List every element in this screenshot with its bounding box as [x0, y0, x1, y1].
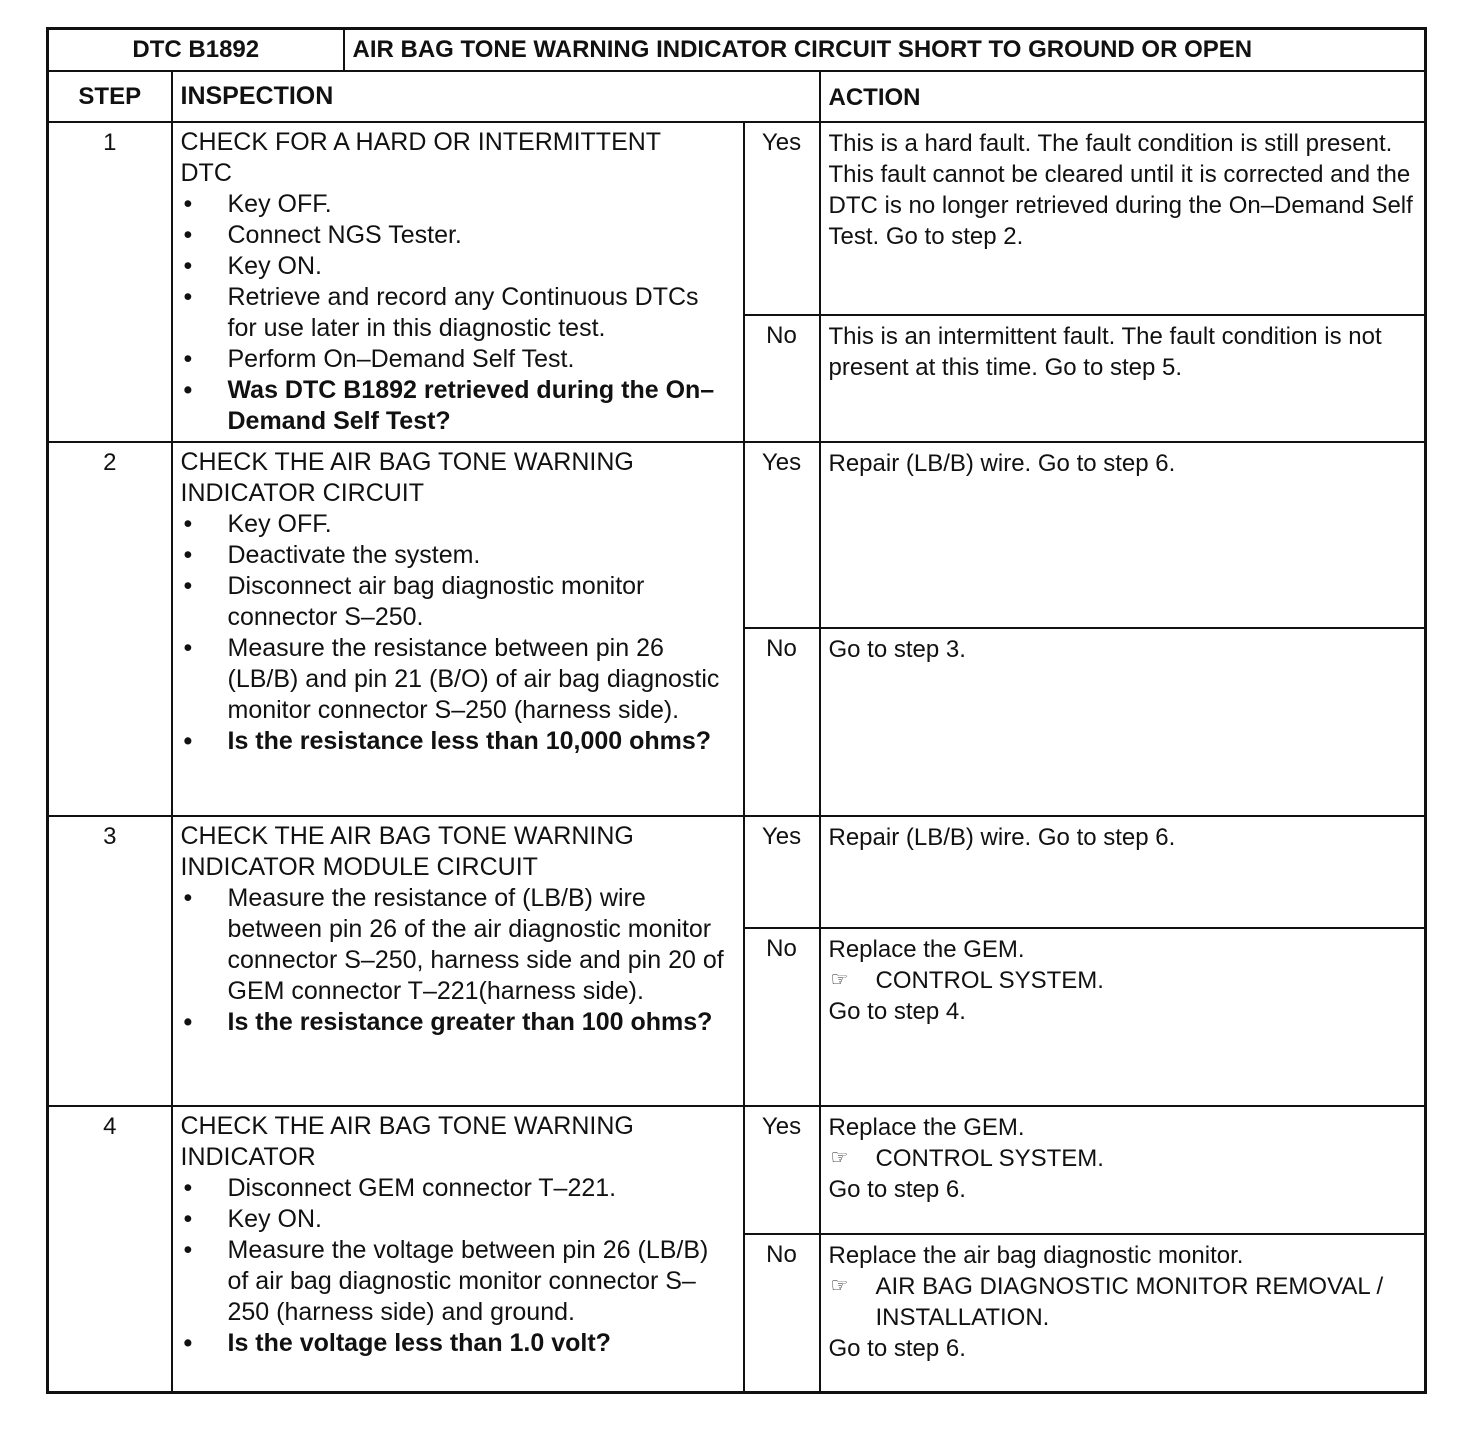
question-text: Is the resistance greater than 100 ohms?	[227, 1008, 713, 1036]
list-item-text: Key OFF.	[227, 190, 332, 218]
bullet-icon: •	[183, 1008, 193, 1036]
bullet-icon: •	[183, 376, 193, 404]
no-action	[820, 928, 1426, 1106]
bullet-icon: •	[183, 1174, 193, 1202]
inspection-list	[181, 509, 735, 757]
title-row	[48, 29, 1426, 72]
step-row-2-yes	[48, 442, 1426, 628]
reference-line	[829, 965, 1417, 996]
no-action: This is an intermittent fault. The fault condition is not present at this time. Go to step 5.	[820, 315, 1426, 442]
inspection-list	[181, 1173, 735, 1359]
list-item	[181, 344, 735, 375]
step-number: 1	[48, 122, 172, 442]
list-item-text: Deactivate the system.	[227, 541, 481, 569]
list-item-text: Measure the resistance of (LB/B) wire between pin 26 of the air diagnostic monitor connector S–250, harness side and pin 20 of GEM connector T–221(harness side).	[227, 884, 724, 1005]
bullet-icon: •	[183, 221, 193, 249]
inspection-cell	[172, 816, 744, 1106]
action-line: Go to step 4.	[828, 998, 966, 1025]
list-item-text: Key OFF.	[227, 510, 332, 538]
inspection-heading-line: CHECK THE AIR BAG TONE WARNING	[180, 1112, 634, 1140]
reference-line	[829, 1143, 1417, 1174]
action-line: Go to step 6.	[828, 1176, 966, 1203]
bullet-icon: •	[183, 884, 193, 912]
column-header-step: STEP	[48, 71, 172, 122]
column-header-row	[48, 71, 1426, 122]
diagnostic-page	[46, 27, 1424, 1411]
inspection-list	[181, 189, 735, 437]
list-item-text: Disconnect air bag diagnostic monitor connector S–250.	[227, 572, 645, 631]
yes-label: Yes	[744, 122, 820, 315]
bullet-icon: •	[183, 727, 193, 755]
list-item-text: Retrieve and record any Continuous DTCs for use later in this diagnostic test.	[227, 283, 699, 342]
column-header-inspection: INSPECTION	[172, 71, 820, 122]
bullet-icon: •	[183, 1329, 193, 1357]
bullet-icon: •	[183, 510, 193, 538]
step-row-3-yes	[48, 816, 1426, 928]
list-item-text: Measure the resistance between pin 26 (LB/B) and pin 21 (B/O) of air bag diagnostic monitor connector S–250 (harness side).	[227, 634, 720, 724]
step-number: 3	[48, 816, 172, 1106]
list-item	[181, 1235, 735, 1328]
hand-pointer-icon: ☞	[830, 969, 849, 991]
step-row-1-yes	[48, 122, 1426, 315]
inspection-heading-line: CHECK THE AIR BAG TONE WARNING	[180, 448, 634, 476]
action-line: Replace the GEM.	[828, 1114, 1025, 1141]
bullet-icon: •	[183, 1205, 193, 1233]
list-item	[181, 509, 735, 540]
list-item	[181, 1204, 735, 1235]
yes-label: Yes	[744, 816, 820, 928]
list-item	[181, 189, 735, 220]
bullet-icon: •	[183, 345, 193, 373]
inspection-heading-line: DTC	[180, 159, 232, 187]
list-item	[181, 1173, 735, 1204]
inspection-list	[181, 883, 735, 1038]
dtc-code: DTC B1892	[48, 29, 344, 72]
inspection-question	[181, 1328, 735, 1359]
inspection-question	[181, 375, 735, 437]
bullet-icon: •	[183, 634, 193, 662]
inspection-heading-line: CHECK THE AIR BAG TONE WARNING	[180, 822, 634, 850]
bullet-icon: •	[183, 252, 193, 280]
step-number: 4	[48, 1106, 172, 1393]
yes-label: Yes	[744, 1106, 820, 1234]
no-label: No	[744, 1234, 820, 1393]
reference-text: CONTROL SYSTEM.	[875, 1145, 1104, 1172]
no-label: No	[744, 315, 820, 442]
step-row-4-yes	[48, 1106, 1426, 1234]
bullet-icon: •	[183, 1236, 193, 1264]
diagnostic-table	[46, 27, 1427, 1394]
reference-text: CONTROL SYSTEM.	[875, 967, 1104, 994]
no-action: Go to step 3.	[820, 628, 1426, 816]
yes-action: Repair (LB/B) wire. Go to step 6.	[820, 816, 1426, 928]
list-item	[181, 633, 735, 726]
list-item-text: Key ON.	[227, 252, 322, 280]
action-line: Go to step 6.	[828, 1335, 966, 1362]
yes-action: This is a hard fault. The fault condition is still present. This fault cannot be cleared until it is corrected and the DTC is no longer retrieved during the On–Demand Self Test. Go to step 2.	[820, 122, 1426, 315]
list-item	[181, 282, 735, 344]
list-item	[181, 220, 735, 251]
hand-pointer-icon: ☞	[830, 1147, 849, 1169]
inspection-question	[181, 1007, 735, 1038]
bullet-icon: •	[183, 283, 193, 311]
question-text: Is the voltage less than 1.0 volt?	[227, 1329, 611, 1357]
list-item	[181, 571, 735, 633]
no-label: No	[744, 928, 820, 1106]
reference-text: AIR BAG DIAGNOSTIC MONITOR REMOVAL / INSTALLATION.	[875, 1273, 1384, 1331]
inspection-heading-line: INDICATOR CIRCUIT	[180, 479, 425, 507]
reference-line	[829, 1271, 1417, 1333]
yes-action	[820, 1106, 1426, 1234]
inspection-heading-line: INDICATOR MODULE CIRCUIT	[180, 853, 538, 881]
list-item-text: Measure the voltage between pin 26 (LB/B) of air bag diagnostic monitor connector S–250 (harness side) and ground.	[227, 1236, 709, 1326]
list-item-text: Disconnect GEM connector T–221.	[227, 1174, 617, 1202]
question-text: Is the resistance less than 10,000 ohms?	[227, 727, 712, 755]
action-line: Replace the GEM.	[828, 936, 1025, 963]
list-item	[181, 251, 735, 282]
step-number: 2	[48, 442, 172, 816]
hand-pointer-icon: ☞	[830, 1275, 849, 1297]
inspection-cell	[172, 122, 744, 442]
list-item-text: Key ON.	[227, 1205, 322, 1233]
bullet-icon: •	[183, 541, 193, 569]
list-item	[181, 883, 735, 1007]
inspection-heading-line: CHECK FOR A HARD OR INTERMITTENT	[180, 128, 662, 156]
action-line: Replace the air bag diagnostic monitor.	[828, 1242, 1244, 1269]
dtc-title: AIR BAG TONE WARNING INDICATOR CIRCUIT SHORT TO GROUND OR OPEN	[344, 29, 1426, 72]
column-header-action: ACTION	[820, 71, 1426, 122]
no-label: No	[744, 628, 820, 816]
bullet-icon: •	[183, 190, 193, 218]
inspection-heading-line: INDICATOR	[180, 1143, 316, 1171]
inspection-cell	[172, 1106, 744, 1393]
list-item	[181, 540, 735, 571]
yes-label: Yes	[744, 442, 820, 628]
list-item-text: Connect NGS Tester.	[227, 221, 462, 249]
bullet-icon: •	[183, 572, 193, 600]
no-action	[820, 1234, 1426, 1393]
inspection-cell	[172, 442, 744, 816]
yes-action: Repair (LB/B) wire. Go to step 6.	[820, 442, 1426, 628]
list-item-text: Perform On–Demand Self Test.	[227, 345, 575, 373]
question-text: Was DTC B1892 retrieved during the On–Demand Self Test?	[227, 376, 715, 435]
inspection-question	[181, 726, 735, 757]
